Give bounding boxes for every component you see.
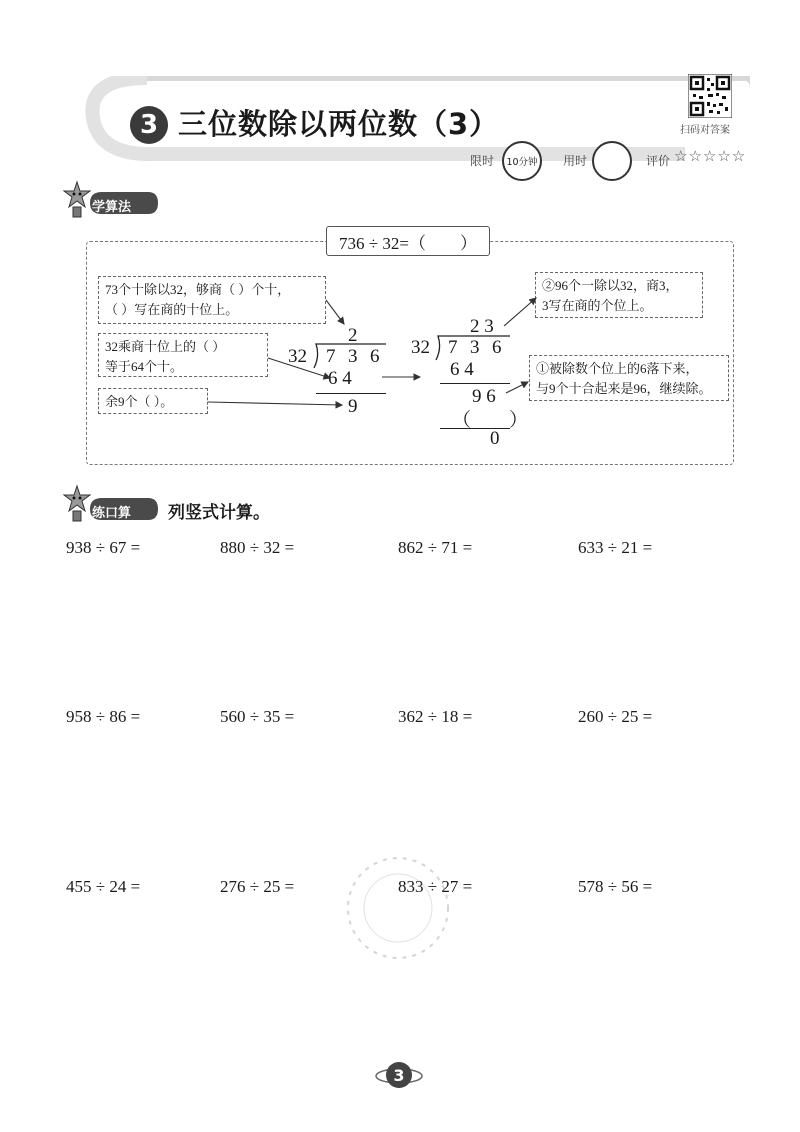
division-2-blank: （ ） xyxy=(452,410,529,431)
practice-problem: 880 ÷ 32 = xyxy=(220,538,295,557)
note-tens-place: 73个十除以32，够商（ ）个十， （ ）写在商的十位上。 xyxy=(98,276,326,324)
division-2-dividend-digit: 3 xyxy=(470,337,480,358)
practice-problem: 276 ÷ 25 = xyxy=(220,877,295,896)
note-bring-down: ①被除数个位上的6落下来， 与9个十合起来是96，继续除。 xyxy=(529,355,729,401)
division-1-quotient: 2 xyxy=(348,325,358,346)
practice-problem: 938 ÷ 67 = xyxy=(66,538,141,557)
lesson-number-badge: 3 xyxy=(130,106,168,144)
practice-problem: 862 ÷ 71 = xyxy=(398,538,473,557)
note-remainder: 余9个（ ）。 xyxy=(98,388,208,414)
time-limit-label: 限时 xyxy=(470,154,495,168)
division-1-dividend-digit: 6 xyxy=(370,346,380,367)
division-2-divisor: 32 xyxy=(411,337,430,358)
time-limit-value: 10分钟 xyxy=(506,157,538,168)
division-1-dividend-digit: 3 xyxy=(348,346,358,367)
division-2-dividend-digit: 7 xyxy=(448,337,458,358)
division-1-dividend-digit: 7 xyxy=(326,346,336,367)
time-used-label: 用时 xyxy=(563,154,588,168)
qr-caption: 扫码对答案 xyxy=(680,125,730,136)
practice-problem: 560 ÷ 35 = xyxy=(220,707,295,726)
rating-stars[interactable]: ☆☆☆☆☆ xyxy=(674,147,747,165)
note-second-step: ②96个一除以32，商3， 3写在商的个位上。 xyxy=(535,272,703,318)
learn-section-tag: 学算法 xyxy=(92,200,132,215)
practice-problem: 362 ÷ 18 = xyxy=(398,707,473,726)
practice-problem: 633 ÷ 21 = xyxy=(578,538,653,557)
practice-problem: 455 ÷ 24 = xyxy=(66,877,141,896)
watermark-stamp xyxy=(330,840,466,976)
division-2-quotient: 2 3 xyxy=(470,316,494,337)
practice-problem: 578 ÷ 56 = xyxy=(578,877,653,896)
division-2-final-remainder: 0 xyxy=(490,428,500,449)
rating-label: 评价 xyxy=(646,154,671,168)
division-1-divisor: 32 xyxy=(288,346,307,367)
practice-instruction: 列竖式计算。 xyxy=(168,503,270,523)
example-problem: 736 ÷ 32=（ ） xyxy=(326,226,490,256)
division-1-product: 6 4 xyxy=(328,368,352,389)
page-number: 3 xyxy=(386,1062,412,1088)
practice-problem: 958 ÷ 86 = xyxy=(66,707,141,726)
practice-section-tag: 练口算 xyxy=(92,506,132,521)
practice-problem: 260 ÷ 25 = xyxy=(578,707,653,726)
division-2-product: 6 4 xyxy=(450,359,474,380)
page-title: 三位数除以两位数（3） xyxy=(178,107,500,141)
example-arrows xyxy=(0,0,800,480)
division-2-dividend-digit: 6 xyxy=(492,337,502,358)
practice-problem: 833 ÷ 27 = xyxy=(398,877,473,896)
division-1-remainder: 9 xyxy=(348,396,358,417)
note-multiply: 32乘商十位上的（ ） 等于64个十。 xyxy=(98,333,268,377)
division-2-partial: 9 6 xyxy=(472,386,496,407)
